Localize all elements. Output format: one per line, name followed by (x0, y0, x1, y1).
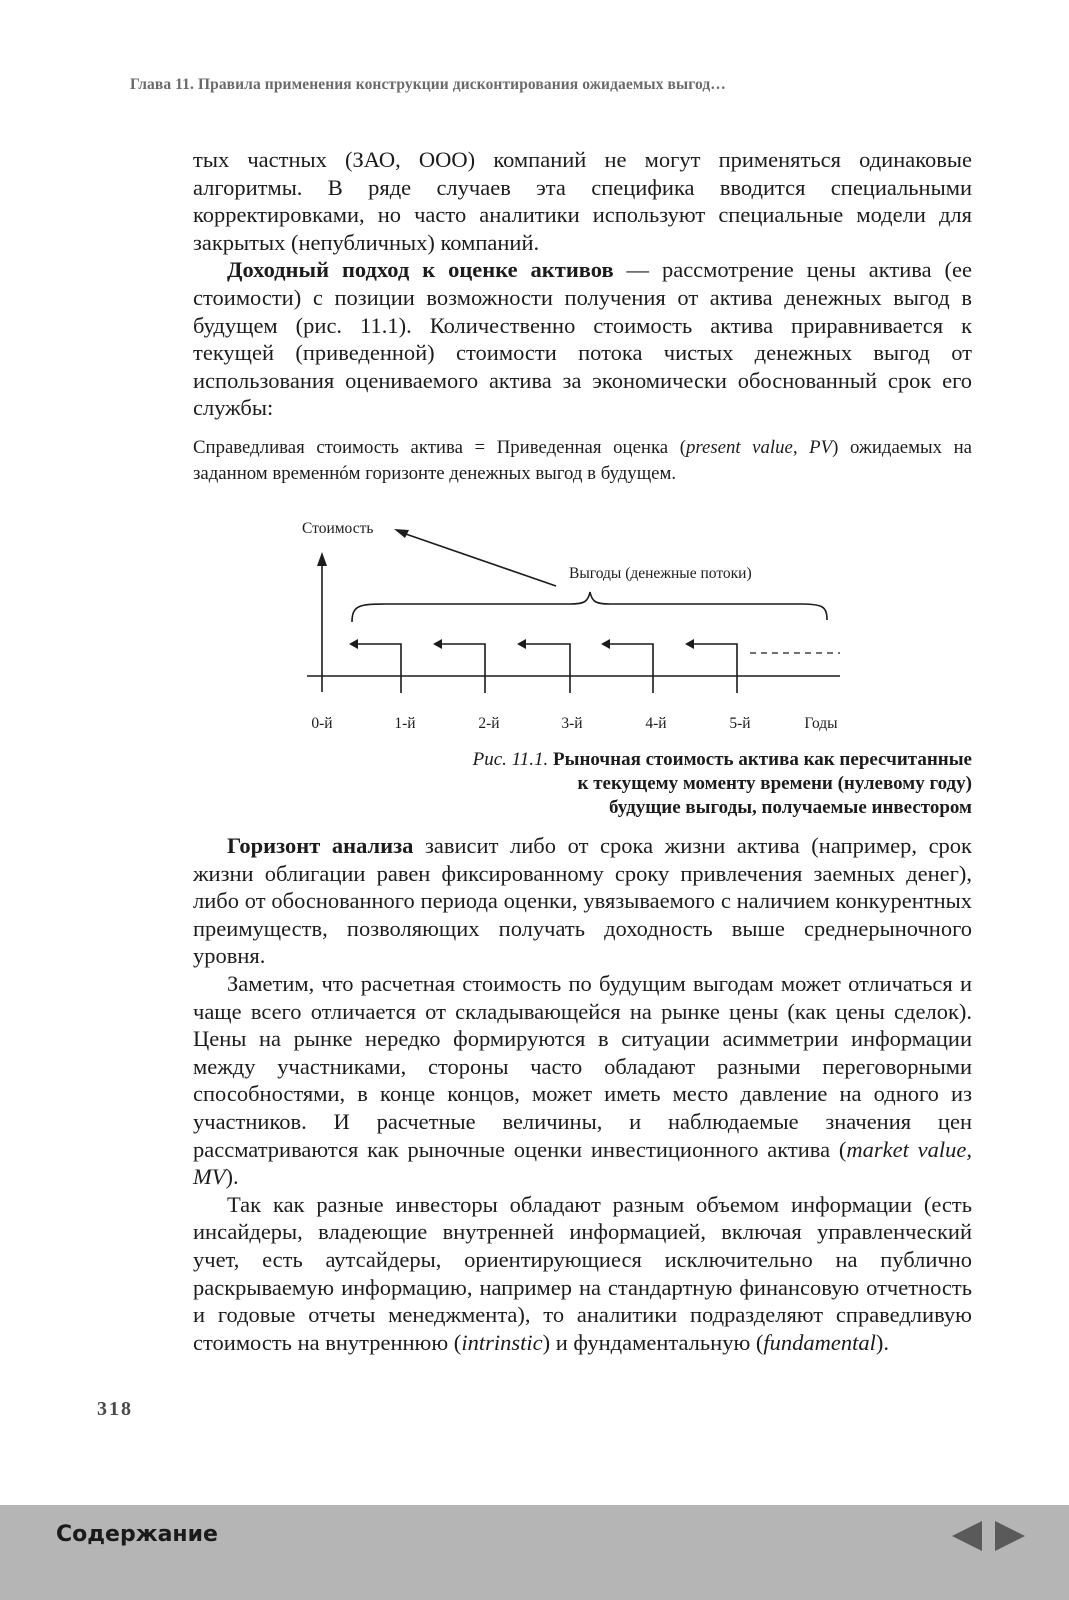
paragraph-5-mid: ) и фундаментальную ( (542, 1329, 764, 1355)
figure-caption (372, 748, 972, 821)
pointer-arrowhead (394, 529, 409, 538)
term-intrinsic: intrinstic (461, 1329, 543, 1355)
definition-tail: ) ожидаемых на заданном временнóм горизонте денежных выгод в будущем. (193, 437, 972, 484)
flow-year-4 (604, 644, 653, 693)
y-axis-label: Стоимость (302, 520, 374, 537)
tick-year-4: 4-й (645, 715, 667, 732)
arrowhead-year-4 (601, 639, 610, 649)
paragraph-5-tail: ). (875, 1329, 889, 1355)
x-axis-label: Годы (804, 715, 838, 732)
flow-year-3 (520, 644, 570, 693)
flow-year-5 (688, 644, 737, 693)
definition-term: present value, PV (685, 437, 833, 458)
term-income-approach: Доходный подход к оценке активов (227, 257, 614, 283)
term-analysis-horizon: Горизонт анализа (227, 833, 414, 858)
triangle-left-icon (950, 1519, 984, 1553)
tick-year-5: 5-й (729, 715, 751, 732)
paragraph-5 (193, 1191, 972, 1357)
paragraph-5-text: Так как разные инвесторы обладают разным объемом информации (есть инсайдеры, владеющие внутренней информацией, включая управленческий учет, есть аутсайдеры, ориентирующиеся исключительно на публично раскрываемую информацию, например на стандартную финансовую отчетность и годовые отчеты менеджмента), то аналитики подразделяют справедливую стоимость на внутреннюю ( (193, 1191, 972, 1355)
next-page-button[interactable] (993, 1519, 1027, 1553)
caption-line-1 (372, 748, 972, 772)
term-market-value: market value, MV (193, 1136, 972, 1190)
definition-lead: Справедливая стоимость актива = Приведенная оценка ( (193, 437, 686, 458)
arrowhead-year-1 (349, 639, 358, 649)
tick-year-2: 2-й (478, 715, 500, 732)
paragraph-4-text: Заметим, что расчетная стоимость по будущим выгодам может отличаться и чаще всего отличается от складывающейся на рынке цены (как цены сделок). Цены на рынке нередко формируются в ситуации асимметрии информации между участниками, стороны часто обладают разными переговорными способностями, в конце концов, может иметь место давление на одного из участников. И расчетные величины, и наблюдаемые значения цен рассматриваются как рыночные оценки инвестиционного актива ( (193, 970, 972, 1162)
caption-line-2: к текущему моменту времени (нулевому году) (577, 773, 972, 795)
tick-year-0: 0-й (311, 715, 333, 732)
flow-year-1 (352, 644, 401, 693)
body-text-bottom (193, 832, 972, 1356)
flows-brace (352, 592, 827, 622)
paragraph-3-text: зависит либо от срока жизни актива (например, срок жизни облигации равен фиксированному сроку привлечения заемных денег), либо от обоснованного периода оценки, увязываемого с наличием конкурентных преимуществ, позволяющих получать доходность выше среднерыночного уровня. (193, 833, 972, 969)
fair-value-definition (193, 435, 972, 487)
footer-bar (0, 1505, 1069, 1600)
cash-flow-diagram (300, 520, 860, 745)
tick-year-1: 1-й (394, 715, 416, 732)
tick-year-3: 3-й (561, 715, 583, 732)
paragraph-2-text: — рассмотрение цены актива (ее стоимости) с позиции возможности получения от актива денежных выгод в будущем (рис. 11.1). Количественно стоимость актива приравнивается к текущей (приведенной) стоимости потока чистых денежных выгод от использования оцениваемого актива за экономически обоснованный срок его службы: (193, 257, 972, 421)
arrow-line (400, 532, 556, 586)
running-header: Глава 11. Правила применения конструкции дисконтирования ожидаемых выгод… (130, 76, 726, 93)
paragraph-4 (193, 970, 972, 1191)
previous-page-button[interactable] (950, 1519, 984, 1553)
paragraph-1-text: тых частных (ЗАО, ООО) компаний не могут применяться одинаковые алгоритмы. В ряде случаев эта специфика вводится специальными корректировками, но часто аналитики используют специальные модели для закрытых (непубличных) компаний. (193, 147, 972, 255)
paragraph-4-tail: ). (225, 1164, 239, 1190)
paragraph-3 (193, 832, 972, 970)
term-fundamental: fundamental (763, 1329, 876, 1355)
paragraph-1 (193, 146, 972, 256)
caption-line-3: будущие выгоды, получаемые инвестором (609, 797, 972, 819)
arrowhead-year-3 (517, 639, 526, 649)
triangle-right-icon (993, 1519, 1027, 1553)
page-number: 318 (97, 1398, 133, 1420)
arrowhead-year-5 (685, 639, 694, 649)
figure-11-1 (300, 520, 860, 745)
caption-number: Рис. 11.1. (472, 749, 549, 770)
body-text-top (193, 146, 972, 422)
flow-year-2 (436, 644, 485, 693)
caption-text-1: Рыночная стоимость актива как пересчитанные (553, 749, 972, 770)
paragraph-2 (193, 256, 972, 422)
y-axis-arrowhead (317, 552, 327, 566)
arrowhead-year-2 (433, 639, 442, 649)
flows-label: Выгоды (денежные потоки) (569, 565, 752, 582)
table-of-contents-link[interactable]: Содержание (56, 1522, 218, 1547)
